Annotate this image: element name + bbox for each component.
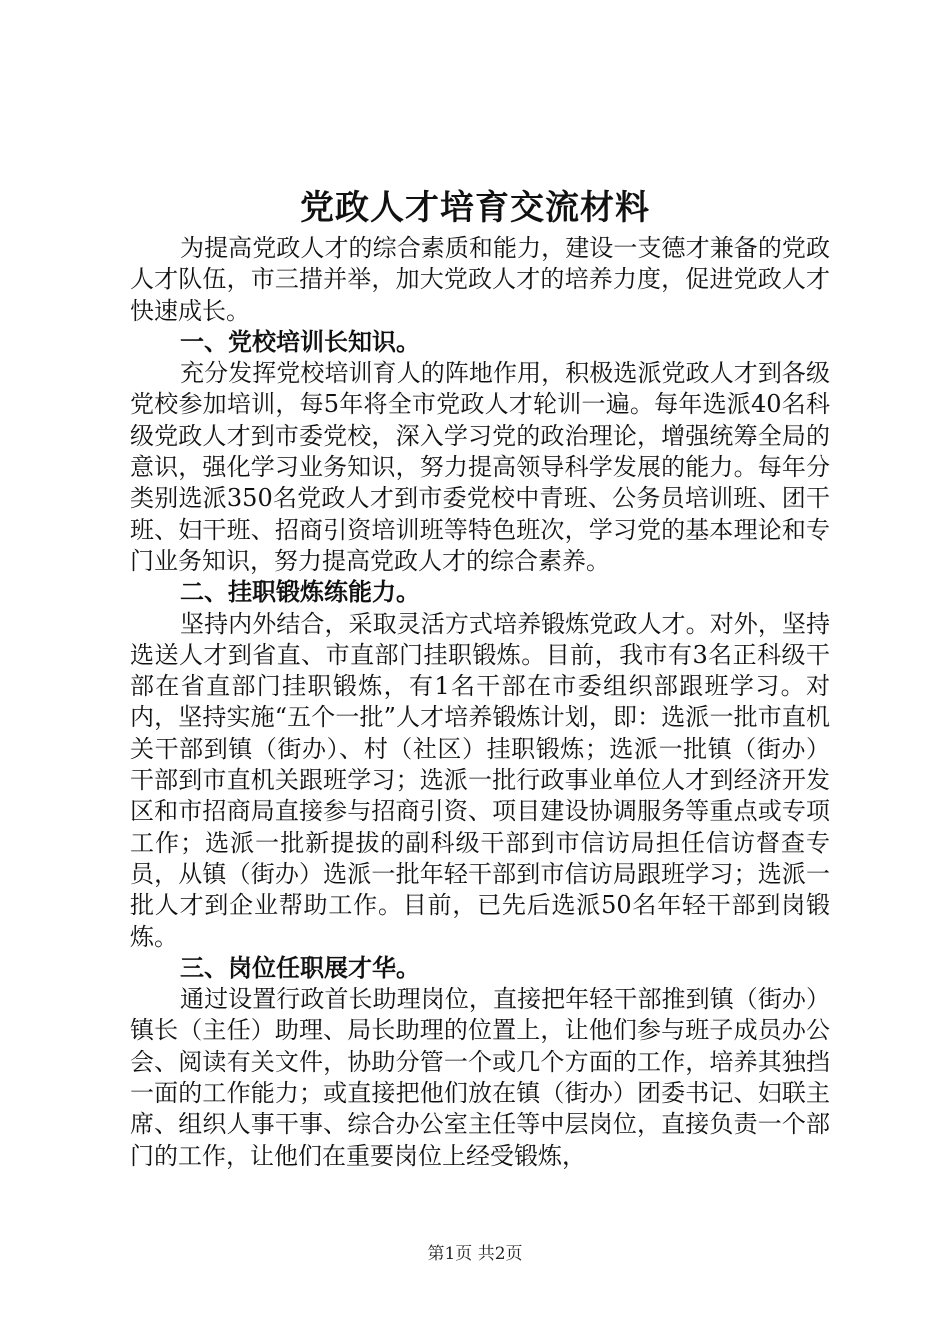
section-paragraph-3: 通过设置行政首长助理岗位，直接把年轻干部推到镇（街办）镇长（主任）助理、局长助理的位置上，让他们参与班子成员办公会、阅读有关文件，协助分管一个或几个方面的工作，培养其独挡一面的工作能力；或直接把他们放在镇（街办）团委书记、妇联主席、组织人事干事、综合办公室主任等中层岗位，直接负责一个部门的工作，让他们在重要岗位上经受锻炼， xyxy=(130,985,830,1170)
section-heading-1: 一、党校培训长知识。 xyxy=(180,327,420,356)
intro-paragraph: 为提高党政人才的综合素质和能力，建设一支德才兼备的党政人才队伍，市三措并举，加大党政人才的培养力度，促进党政人才快速成长。 xyxy=(130,234,830,325)
section-paragraph-2: 坚持内外结合，采取灵活方式培养锻炼党政人才。对外，坚持选送人才到省直、市直部门挂职锻炼。目前，我市有3名正科级干部在省直部门挂职锻炼，有1名干部在市委组织部跟班学习。对内，坚持实施“五个一批”人才培养锻炼计划，即：选派一批市直机关干部到镇（街办）、村（社区）挂职锻炼；选派一批镇（街办）干部到市直机关跟班学习；选派一批行政事业单位人才到经济开发区和市招商局直接参与招商引资、项目建设协调服务等重点或专项工作；选派一批新提拔的副科级干部到市信访局担任信访督查专员，从镇（街办）选派一批年轻干部到市信访局跟班学习；选派一批人才到企业帮助工作。目前，已先后选派50名年轻干部到岗锻炼。 xyxy=(130,609,830,951)
section-paragraph-1: 充分发挥党校培训育人的阵地作用，积极选派党政人才到各级党校参加培训，每5年将全市党政人才轮训一遍。每年选派40名科级党政人才到市委党校，深入学习党的政治理论，增强统筹全局的意识，强化学习业务知识，努力提高领导科学发展的能力。每年分类别选派350名党政人才到市委党校中青班、公务员培训班、团干班、妇干班、招商引资培训班等特色班次，学习党的基本理论和专门业务知识，努力提高党政人才的综合素养。 xyxy=(130,359,830,575)
document-body xyxy=(130,233,830,1172)
page-number-footer: 第1页 共2页 xyxy=(427,1244,523,1264)
section-heading-3: 三、岗位任职展才华。 xyxy=(180,953,420,982)
section-heading-2: 二、挂职锻炼练能力。 xyxy=(180,578,420,607)
document-title: 党政人才培育交流材料 xyxy=(300,188,650,228)
